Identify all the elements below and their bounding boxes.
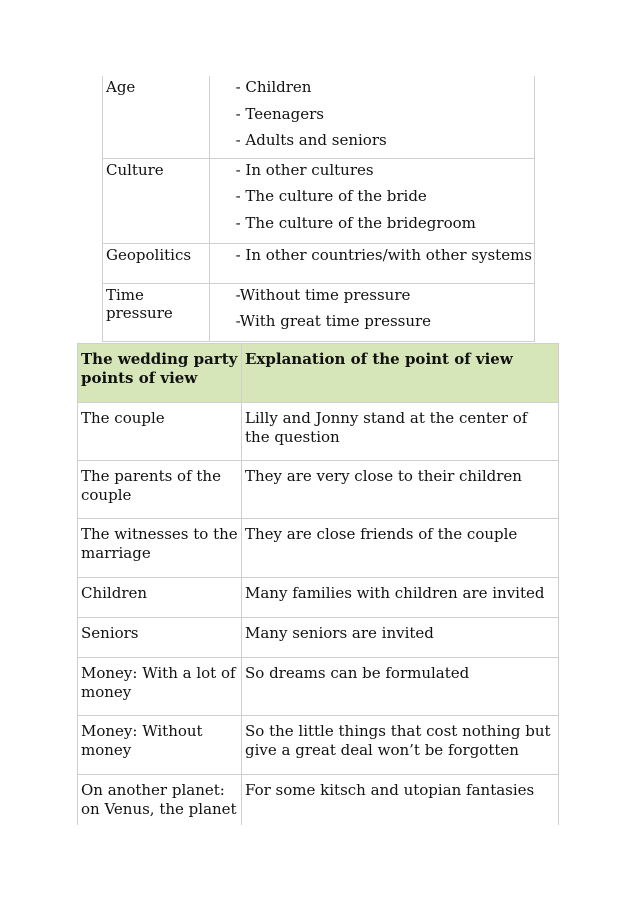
context-item: - Children bbox=[235, 78, 312, 96]
explanation-cell: They are close friends of the couple bbox=[242, 519, 559, 578]
explanation-cell: Many seniors are invited bbox=[242, 618, 559, 658]
context-item: - Adults and seniors bbox=[235, 131, 387, 149]
view-cell: Money: Without money bbox=[78, 716, 242, 775]
context-item: - In other cultures bbox=[235, 160, 374, 179]
table-row bbox=[78, 578, 559, 618]
context-row-age bbox=[103, 76, 535, 158]
context-label: Age bbox=[103, 76, 210, 158]
context-item: - The culture of the bride bbox=[235, 187, 427, 205]
table-row bbox=[78, 658, 559, 716]
view-cell: The couple bbox=[78, 403, 242, 461]
context-item: - The culture of the bridegroom bbox=[235, 213, 476, 232]
context-items bbox=[209, 76, 534, 158]
view-cell: Children bbox=[78, 578, 242, 618]
view-cell: On another planet: on Venus, the planet bbox=[78, 775, 242, 826]
table-row bbox=[78, 519, 559, 578]
view-cell: Money: With a lot of money bbox=[78, 658, 242, 716]
context-row-culture bbox=[103, 158, 535, 243]
explanation-cell: So dreams can be formulated bbox=[242, 658, 559, 716]
views-header-col1: The wedding party points of view bbox=[78, 344, 242, 403]
table-row bbox=[78, 403, 559, 461]
views-table bbox=[77, 343, 559, 825]
context-label: Time pressure bbox=[103, 283, 210, 341]
explanation-cell: Many families with children are invited bbox=[242, 578, 559, 618]
context-items bbox=[209, 158, 534, 243]
context-item: - Teenagers bbox=[235, 104, 324, 123]
views-header-col2: Explanation of the point of view bbox=[242, 344, 559, 403]
table-row bbox=[78, 461, 559, 519]
context-item: -With great time pressure bbox=[235, 312, 432, 330]
context-label: Culture bbox=[103, 158, 210, 243]
explanation-cell: They are very close to their children bbox=[242, 461, 559, 519]
context-items bbox=[209, 243, 534, 283]
context-table bbox=[102, 76, 535, 342]
explanation-cell: For some kitsch and utopian fantasies bbox=[242, 775, 559, 826]
views-header-row bbox=[78, 344, 559, 403]
context-row-time-pressure bbox=[103, 283, 535, 341]
table-row bbox=[78, 618, 559, 658]
context-item: - In other countries/with other systems bbox=[235, 245, 532, 264]
explanation-cell: So the little things that cost nothing but give a great deal won’t be forgotten bbox=[242, 716, 559, 775]
view-cell: Seniors bbox=[78, 618, 242, 658]
view-cell: The witnesses to the marriage bbox=[78, 519, 242, 578]
explanation-cell: Lilly and Jonny stand at the center of the question bbox=[242, 403, 559, 461]
table-row bbox=[78, 716, 559, 775]
context-label: Geopolitics bbox=[103, 243, 210, 283]
context-row-geopolitics bbox=[103, 243, 535, 283]
view-cell: The parents of the couple bbox=[78, 461, 242, 519]
context-item: -Without time pressure bbox=[235, 285, 411, 304]
context-items bbox=[209, 283, 534, 341]
table-row bbox=[78, 775, 559, 826]
